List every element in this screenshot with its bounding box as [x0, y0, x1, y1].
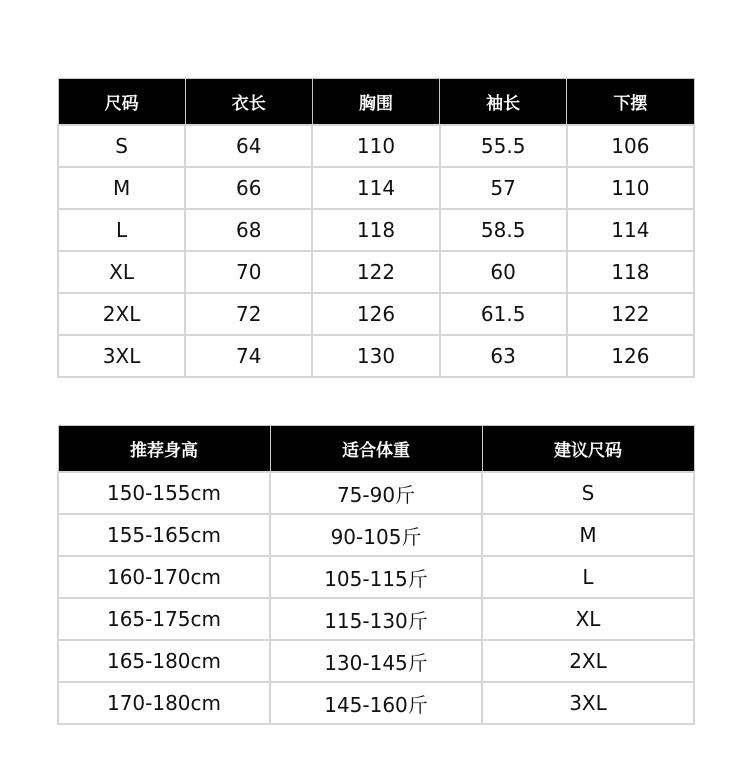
chest-cell: 122	[312, 251, 439, 293]
table-row	[58, 598, 694, 640]
suggested-size-cell: L	[482, 556, 694, 598]
weight-cell: 105-115斤	[270, 556, 482, 598]
table-row	[58, 125, 694, 167]
header-length: 衣长	[185, 79, 312, 126]
height-cell: 160-170cm	[58, 556, 270, 598]
chest-cell: 114	[312, 167, 439, 209]
table-row	[58, 167, 694, 209]
header-suitable-weight: 适合体重	[270, 426, 482, 473]
length-cell: 66	[185, 167, 312, 209]
sleeve-cell: 58.5	[440, 209, 567, 251]
weight-cell: 130-145斤	[270, 640, 482, 682]
table-row	[58, 514, 694, 556]
recommendation-header-row	[58, 426, 694, 473]
table-row	[58, 472, 694, 514]
suggested-size-cell: M	[482, 514, 694, 556]
size-chart-table	[57, 78, 695, 378]
header-hem: 下摆	[567, 79, 694, 126]
weight-cell: 75-90斤	[270, 472, 482, 514]
height-cell: 165-175cm	[58, 598, 270, 640]
hem-cell: 110	[567, 167, 694, 209]
length-cell: 64	[185, 125, 312, 167]
chest-cell: 118	[312, 209, 439, 251]
size-chart-header-row	[58, 79, 694, 126]
length-cell: 70	[185, 251, 312, 293]
table-row	[58, 251, 694, 293]
chest-cell: 110	[312, 125, 439, 167]
chest-cell: 126	[312, 293, 439, 335]
header-recommended-height: 推荐身高	[58, 426, 270, 473]
suggested-size-cell: S	[482, 472, 694, 514]
weight-cell: 90-105斤	[270, 514, 482, 556]
suggested-size-cell: 2XL	[482, 640, 694, 682]
height-cell: 165-180cm	[58, 640, 270, 682]
length-cell: 72	[185, 293, 312, 335]
weight-cell: 115-130斤	[270, 598, 482, 640]
table-row	[58, 293, 694, 335]
hem-cell: 118	[567, 251, 694, 293]
header-chest: 胸围	[312, 79, 439, 126]
size-recommendation-table	[57, 425, 695, 725]
size-cell: XL	[58, 251, 185, 293]
hem-cell: 126	[567, 335, 694, 377]
sleeve-cell: 57	[440, 167, 567, 209]
hem-cell: 106	[567, 125, 694, 167]
weight-cell: 145-160斤	[270, 682, 482, 724]
suggested-size-cell: XL	[482, 598, 694, 640]
suggested-size-cell: 3XL	[482, 682, 694, 724]
sleeve-cell: 60	[440, 251, 567, 293]
header-size: 尺码	[58, 79, 185, 126]
size-cell: L	[58, 209, 185, 251]
height-cell: 155-165cm	[58, 514, 270, 556]
height-cell: 170-180cm	[58, 682, 270, 724]
size-cell: M	[58, 167, 185, 209]
sleeve-cell: 55.5	[440, 125, 567, 167]
chest-cell: 130	[312, 335, 439, 377]
header-sleeve: 袖长	[440, 79, 567, 126]
hem-cell: 122	[567, 293, 694, 335]
height-cell: 150-155cm	[58, 472, 270, 514]
length-cell: 74	[185, 335, 312, 377]
header-suggested-size: 建议尺码	[482, 426, 694, 473]
size-cell: S	[58, 125, 185, 167]
sleeve-cell: 63	[440, 335, 567, 377]
sleeve-cell: 61.5	[440, 293, 567, 335]
table-row	[58, 335, 694, 377]
table-row	[58, 640, 694, 682]
table-row	[58, 209, 694, 251]
size-cell: 2XL	[58, 293, 185, 335]
hem-cell: 114	[567, 209, 694, 251]
size-cell: 3XL	[58, 335, 185, 377]
table-row	[58, 556, 694, 598]
length-cell: 68	[185, 209, 312, 251]
table-row	[58, 682, 694, 724]
